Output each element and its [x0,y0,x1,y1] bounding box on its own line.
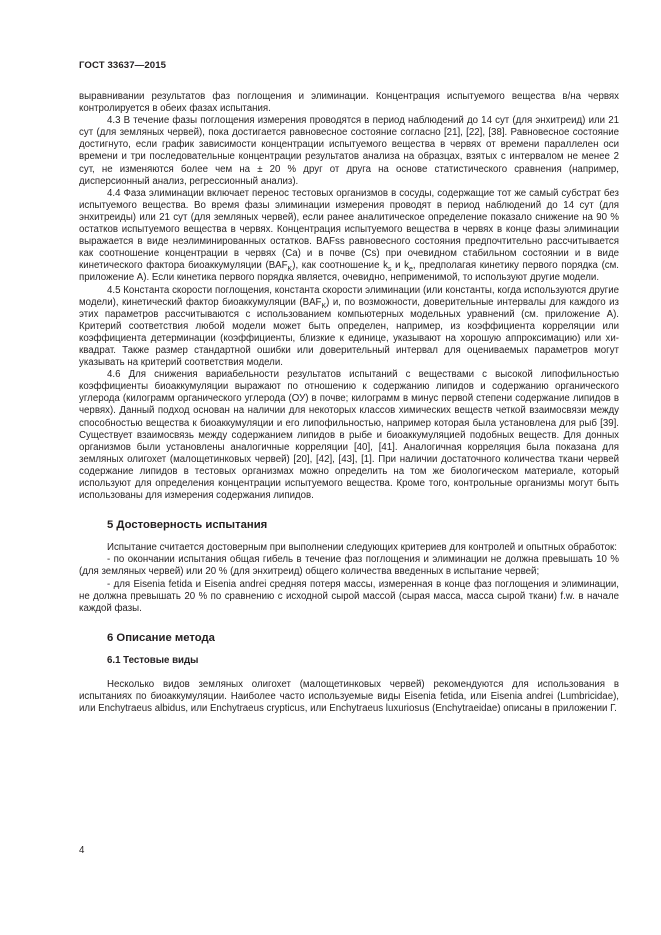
paragraph-continuation: выравнивании результатов фаз поглощения и элиминации. Концентрация испытуемого вещества в/на червях контролируется в обеих фазах испытания. [79,91,619,115]
paragraph-4-3: 4.3 В течение фазы поглощения измерения проводятся в период наблюдений до 14 сут (для энхитреид) или 21 сут (для земляных червей), пока достигается равновесное состояние согласно [21], [22], [38]. Равновесное состояние достигнуто, если график зависимости концентрации испытуемого вещества в червях от времени параллелен оси времени и три последовательные концентрации результатов анализа на образцах, взятых с интервалом не менее 2 сут, не изменяются более чем на ± 20 % друг от друга на основе статистического сравнения (например, дисперсионный анализ, регрессионный анализ). [79,115,619,187]
document-body [79,91,619,715]
page-number: 4 [79,845,85,856]
paragraph-4-5 [79,285,619,370]
section-5-criterion-1: - по окончании испытания общая гибель в течение фаз поглощения и элиминации не должна превышать 10 % (для земляных червей) или 20 % (для энхитреид) общего количества введенных в испытание червей; [79,554,619,578]
subscript-baf-k-2: K [321,302,327,310]
paragraph-4-4 [79,188,619,285]
subsection-6-1-text: Несколько видов земляных олигохет (малощетинковых червей) рекомендуются для использования в испытаниях по биоаккумуляции. Наиболее часто используемые виды Eisenia fetida, или Eisenia andrei (Lumbricidae), или Enchytraeus albidus, или Enchytraeus crypticus, или Enchytraeus luxuriosus (Enchytraeidae) описаны в приложении Г. [79,679,619,715]
subscript-k-e: e [409,266,413,274]
section-5-criterion-2: - для Eisenia fetida и Eisenia andrei средняя потеря массы, измеренная в конце фаз поглощения и элиминации, не должна превышать 20 % по сравнению с исходной сырой массой (сырая масса, масса сырой ткани) f.w. в начале каждой фазы. [79,578,619,614]
paragraph-4-5-part-b: ) и, по возможности, доверительные интервалы для каждого из этих параметров рассчитываются с использованием компьютерных модельных уравнений (см. приложение А). Критерий соответствия любой модели может быть определен, например, из коэффициента корреляции или коэффициента детерминации (коэффициенты, близкие к единице, указывают на хорошую аппроксимацию) или хи-квадрат. Также размер стандартной ошибки или доверительный интервал для оцениваемых параметров могут указывать на критерий соответствия модели. [79,296,619,369]
section-6-heading: 6 Описание метода [107,631,215,644]
section-5-heading: 5 Достоверность испытания [107,519,268,532]
paragraph-4-6: 4.6 Для снижения вариабельности результатов испытаний с веществами с высокой липофильностью коэффициенты биоаккумуляции выражают по отношению к содержанию липидов и содержанию органического углерода (килограмм органического углерода (ОУ) в почве; килограмм в минус первой степени содержание липидов в червях). Данный подход основан на наличии для некоторых классов химических веществ четкой взаимосвязи между способностью вещества к биоаккумуляции и его липофильностью, например которая была установлена для рыб [39]. Существует взаимосвязь между содержанием липидов в рыбе и биоаккумуляцией подобных веществ. Для донных организмов были установлены аналогичные корреляции [40], [41]. Аналогичная корреляция была показана для земляных олигохет (малощетинковых червей) [20], [42], [43], [1]. При наличии достаточного количества ткани червей содержание липидов в тестовых организмах можно определить на том же биологическом материале, который используют для определения концентрации испытуемого вещества. Кроме того, контрольные организмы могут быть использованы для измерения содержания липидов. [79,369,619,502]
section-5-intro: Испытание считается достоверным при выполнении следующих критериев для контролей и опытных обработок: [107,542,617,554]
subscript-baf-k: K [287,266,293,274]
document-header: ГОСТ 33637—2015 [79,60,167,71]
paragraph-4-5-part-a: 4.5 Константа скорости поглощения, константа скорости элиминации (или константы, когда используются другие модели), кинетический фактор биоаккумуляции (BAF [79,284,619,308]
paragraph-4-4-part-c: и k [391,260,409,272]
subsection-6-1-heading: 6.1 Тестовые виды [107,654,199,666]
paragraph-4-4-part-a: 4.4 Фаза элиминации включает перенос тестовых организмов в сосуды, содержащие тот же самый субстрат без испытуемого вещества. Во время фазы элиминации измерения проводят в период наблюдений до 14 сут (для энхитреиды) или 21 сут (для земляных червей), если ранее аналитическое определение показало снижение на 90 % остатков испытуемого вещества в червях. Концентрация испытуемого вещества в червях в конце фазы элиминации выражается в виде неэлиминированных остатков. BAFss равновесного состояния предпочтительно рассчитывается как соотношение концентрации в червях (Ca) и в почве (Cs) при очевидном стабильном состоянии и в виде кинетического фактора биоаккумуляции (BAF [79,187,619,272]
subscript-k-s: s [387,266,392,274]
paragraph-4-4-part-b: ), как соотношение k [292,260,388,272]
paragraph-4-4-part-d: , предполагая кинетику первого порядка (см. приложение А). Если кинетика первого порядка является, очевидно, неприменимой, то используют другие модели. [79,260,619,284]
